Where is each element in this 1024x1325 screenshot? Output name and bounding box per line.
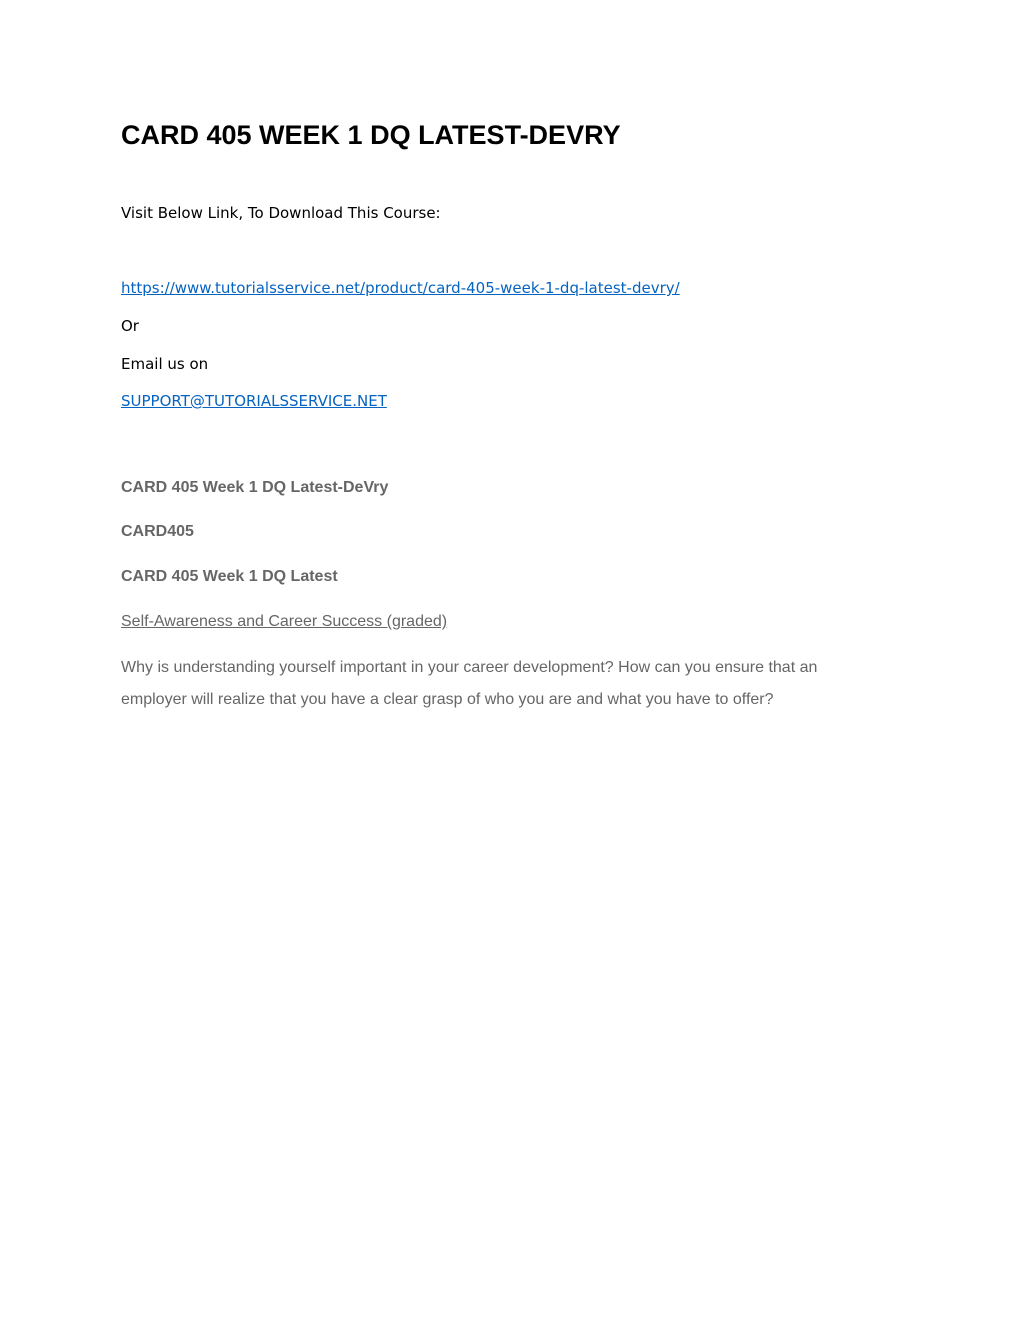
or-text: Or xyxy=(121,317,139,335)
discussion-question: Why is understanding yourself important in your career development? How can you ensure that an employer will realize that you have a clear grasp of who you are and what you have to offer? xyxy=(121,659,818,708)
course-code: CARD405 xyxy=(121,523,194,540)
course-heading: CARD 405 Week 1 DQ Latest-DeVry xyxy=(121,479,389,496)
visit-instruction: Visit Below Link, To Download This Course: xyxy=(121,204,441,222)
course-subheading: CARD 405 Week 1 DQ Latest xyxy=(121,568,338,585)
download-link[interactable]: https://www.tutorialsservice.net/product/card-405-week-1-dq-latest-devry/ xyxy=(121,279,680,297)
document-title: CARD 405 WEEK 1 DQ LATEST-DEVRY xyxy=(121,120,621,150)
support-email-link[interactable]: SUPPORT@TUTORIALSSERVICE.NET xyxy=(121,392,387,410)
discussion-topic-link[interactable]: Self-Awareness and Career Success (graded) xyxy=(121,613,448,630)
email-label: Email us on xyxy=(121,355,209,373)
